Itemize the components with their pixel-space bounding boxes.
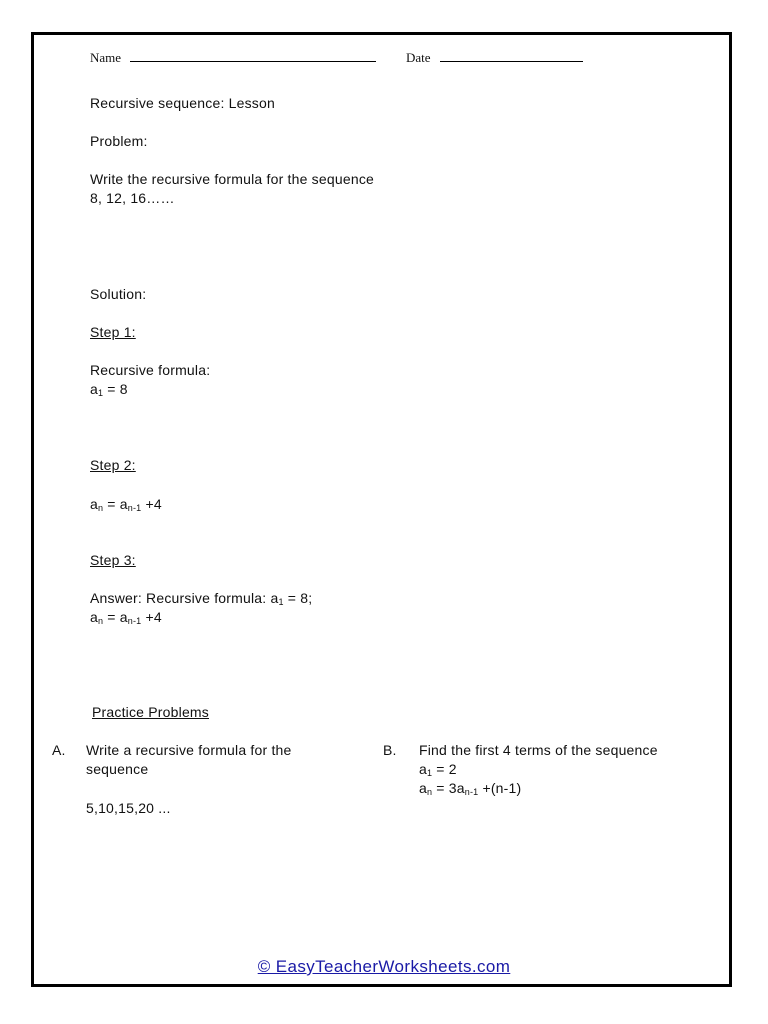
step1-formula: $a_1 = 8$: [90, 381, 128, 398]
problem-a-letter: A.: [52, 742, 66, 758]
date-line: [440, 61, 583, 62]
problem-b-line1: Find the first 4 terms of the sequence: [419, 742, 658, 758]
step2-formula: $a_n = a_{n-1} +4$: [90, 496, 162, 513]
problem-sequence: 8, 12, 16……: [90, 190, 175, 206]
step3-answer: Answer: Recursive formula: $a_1 = 8$;: [90, 590, 313, 607]
name-field: [90, 50, 376, 66]
lesson-title: Recursive sequence: Lesson: [90, 95, 275, 111]
date-field: [406, 50, 583, 66]
date-label: Date: [406, 50, 431, 65]
problem-b-formula1: $a_1 = 2$: [419, 761, 457, 778]
problem-b-formula2: $a_n = 3a_{n-1} +(n-1)$: [419, 780, 522, 797]
footer-link[interactable]: © EasyTeacherWorksheets.com: [257, 957, 511, 976]
name-line: [130, 61, 376, 62]
step2-heading: Step 2:: [90, 457, 136, 473]
problem-heading: Problem:: [90, 133, 148, 149]
name-label: Name: [90, 50, 122, 65]
problem-b-letter: B.: [383, 742, 397, 758]
problem-a-line1: Write a recursive formula for the: [86, 742, 292, 758]
step1-text: Recursive formula:: [90, 362, 211, 378]
problem-text: Write the recursive formula for the sequence: [90, 171, 375, 187]
step1-heading: Step 1:: [90, 324, 136, 340]
problem-a-line2: sequence: [86, 761, 149, 777]
problem-a-sequence: 5,10,15,20 ...: [86, 800, 171, 816]
step3-formula: $a_n = a_{n-1} +4$: [90, 609, 162, 626]
step3-heading: Step 3:: [90, 552, 136, 568]
solution-heading: Solution:: [90, 286, 147, 302]
practice-heading: Practice Problems: [92, 704, 209, 720]
